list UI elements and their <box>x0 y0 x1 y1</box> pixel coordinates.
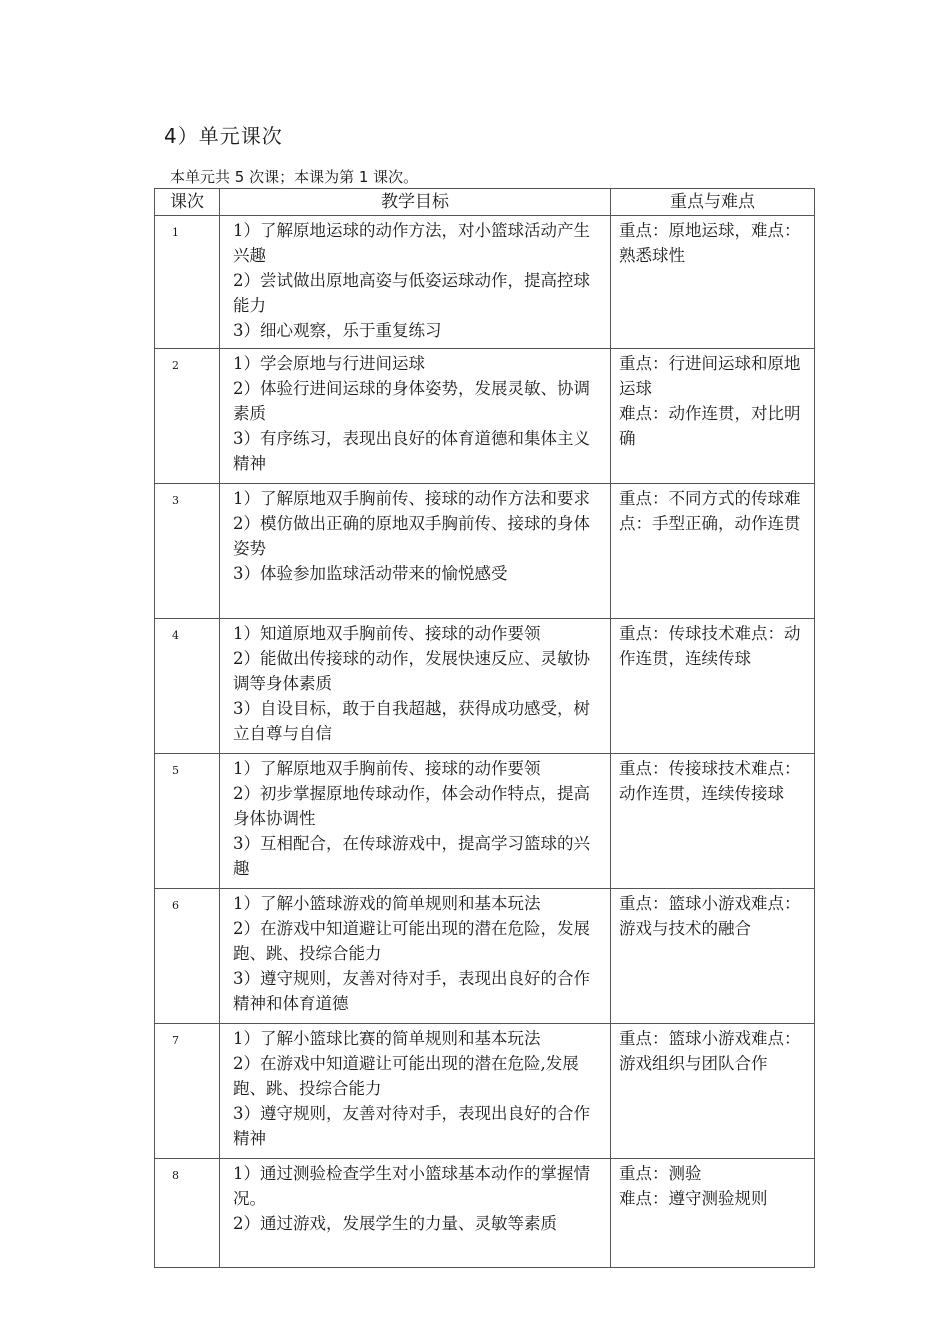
key-point-item: 重点：篮球小游戏难点：游戏与技术的融合 <box>619 894 801 938</box>
teaching-goals-cell <box>220 216 611 349</box>
goal-item: 2）初步掌握原地传球动作，体会动作特点，提高身体协调性 <box>233 784 590 828</box>
lesson-number: 2 <box>155 349 220 484</box>
lesson-number: 5 <box>155 754 220 889</box>
header-key-points: 重点与难点 <box>611 189 815 216</box>
key-point-item: 重点：不同方式的传球难点：手型正确，动作连贯 <box>619 489 801 533</box>
lesson-number: 8 <box>155 1159 220 1268</box>
goal-item: 1）了解小篮球游戏的简单规则和基本玩法 <box>233 894 541 913</box>
key-point-item: 难点：遵守测验规则 <box>619 1189 768 1208</box>
key-point-item: 重点：篮球小游戏难点：游戏组织与团队合作 <box>619 1029 801 1073</box>
key-points-cell <box>611 349 815 484</box>
table-row <box>155 1159 815 1268</box>
key-point-item: 重点：测验 <box>619 1164 702 1183</box>
table-row <box>155 484 815 619</box>
goal-item: 3）自设目标，敢于自我超越，获得成功感受，树立自尊与自信 <box>233 699 590 743</box>
section-heading: 4）单元课次 <box>164 124 283 148</box>
teaching-goals-cell <box>220 484 611 619</box>
goal-item: 1）通过测验检查学生对小篮球基本动作的掌握情况。 <box>233 1164 590 1208</box>
goal-item: 2）模仿做出正确的原地双手胸前传、接球的身体姿势 <box>233 514 590 558</box>
goal-item: 2）尝试做出原地高姿与低姿运球动作，提高控球能力 <box>233 271 590 315</box>
key-point-item: 重点：传接球技术难点：动作连贯，连续传接球 <box>619 759 801 803</box>
lesson-table <box>154 188 815 1268</box>
teaching-goals-cell <box>220 619 611 754</box>
key-points-cell <box>611 1159 815 1268</box>
lesson-number: 4 <box>155 619 220 754</box>
table-header-row <box>155 189 815 216</box>
teaching-goals-cell <box>220 1024 611 1159</box>
key-points-cell <box>611 889 815 1024</box>
key-points-cell <box>611 1024 815 1159</box>
lesson-number: 6 <box>155 889 220 1024</box>
key-point-item: 重点：原地运球，难点：熟悉球性 <box>619 221 801 265</box>
goal-item: 1）学会原地与行进间运球 <box>233 354 425 373</box>
goal-item: 2）能做出传接球的动作，发展快速反应、灵敏协调等身体素质 <box>233 649 590 693</box>
goal-item: 1）了解原地运球的动作方法，对小篮球活动产生兴趣 <box>233 221 590 265</box>
goal-item: 2）体验行进间运球的身体姿势，发展灵敏、协调素质 <box>233 379 590 423</box>
key-points-cell <box>611 619 815 754</box>
lesson-number: 1 <box>155 216 220 349</box>
goal-item: 3）遵守规则，友善对待对手，表现出良好的合作精神 <box>233 1104 590 1148</box>
table-row <box>155 619 815 754</box>
goal-item: 2）在游戏中知道避让可能出现的潜在危险,发展跑、跳、投综合能力 <box>233 1054 579 1098</box>
table-row <box>155 889 815 1024</box>
header-lesson-number: 课次 <box>155 189 220 216</box>
teaching-goals-cell <box>220 889 611 1024</box>
goal-item: 3）有序练习，表现出良好的体育道德和集体主义精神 <box>233 429 590 473</box>
goal-item: 3）互相配合，在传球游戏中，提高学习篮球的兴趣 <box>233 834 590 878</box>
lesson-number: 3 <box>155 484 220 619</box>
goal-item: 1）知道原地双手胸前传、接球的动作要领 <box>233 624 541 643</box>
key-point-item: 重点：传球技术难点：动作连贯，连续传球 <box>619 624 801 668</box>
goal-item: 3）遵守规则，友善对待对手，表现出良好的合作精神和体育道德 <box>233 969 590 1013</box>
lesson-number: 7 <box>155 1024 220 1159</box>
goal-item: 1）了解原地双手胸前传、接球的动作方法和要求 <box>233 489 590 508</box>
teaching-goals-cell <box>220 754 611 889</box>
table-row <box>155 216 815 349</box>
key-points-cell <box>611 754 815 889</box>
goal-item: 3）细心观察，乐于重复练习 <box>233 321 442 340</box>
goal-item: 1）了解小篮球比赛的简单规则和基本玩法 <box>233 1029 541 1048</box>
key-point-item: 重点：行进间运球和原地运球 <box>619 354 801 398</box>
teaching-goals-cell <box>220 1159 611 1268</box>
table-row <box>155 1024 815 1159</box>
table-row <box>155 349 815 484</box>
key-points-cell <box>611 216 815 349</box>
key-points-cell <box>611 484 815 619</box>
header-teaching-goals: 教学目标 <box>220 189 611 216</box>
key-point-item: 难点：动作连贯，对比明确 <box>619 404 801 448</box>
teaching-goals-cell <box>220 349 611 484</box>
goal-item: 3）体验参加监球活动带来的愉悦感受 <box>233 564 508 583</box>
goal-item: 2）在游戏中知道避让可能出现的潜在危险，发展跑、跳、投综合能力 <box>233 919 590 963</box>
table-row <box>155 754 815 889</box>
goal-item: 1）了解原地双手胸前传、接球的动作要领 <box>233 759 541 778</box>
unit-intro: 本单元共 5 次课；本课为第 1 课次。 <box>170 168 419 186</box>
goal-item: 2）通过游戏，发展学生的力量、灵敏等素质 <box>233 1214 557 1233</box>
